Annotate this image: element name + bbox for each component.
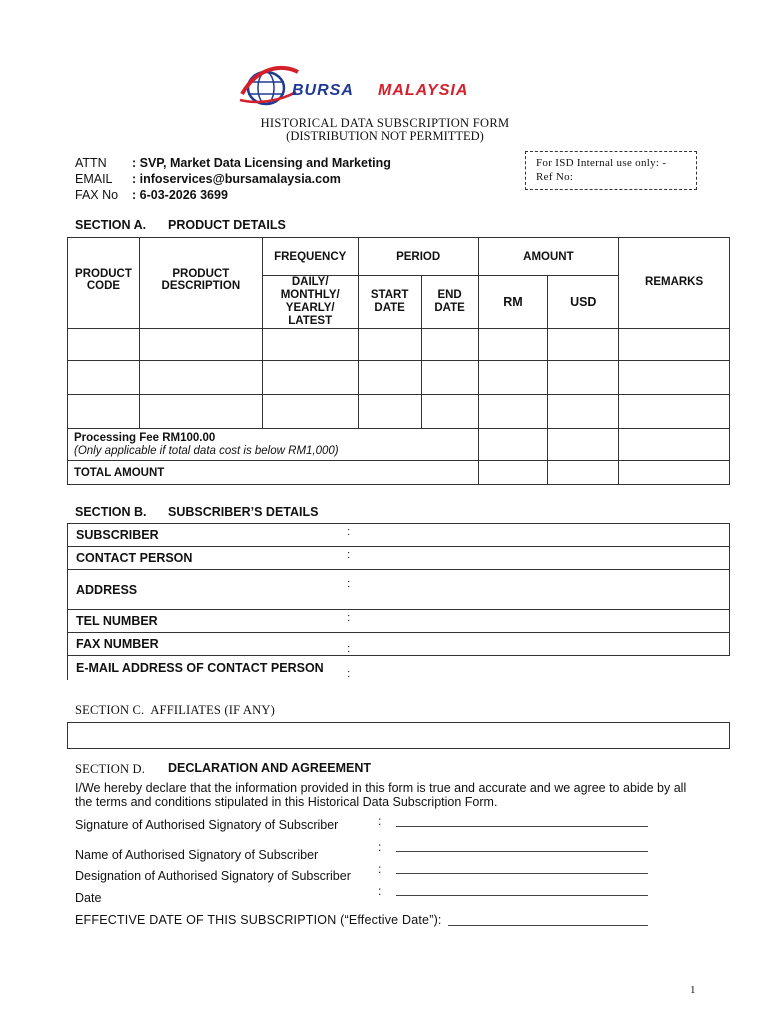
fax-label: FAX No — [75, 188, 119, 202]
cell-input[interactable] — [478, 361, 548, 395]
effective-date-label: EFFECTIVE DATE OF THIS SUBSCRIPTION (“Effective Date”): — [75, 913, 442, 927]
processing-fee-cell — [68, 429, 479, 461]
bursa-logo — [238, 64, 533, 108]
internal-use-line: For ISD Internal use only: - — [536, 157, 667, 169]
date-label: Date — [75, 891, 102, 905]
header-frequency: FREQUENCY — [262, 238, 358, 276]
header-start-date: START DATE — [358, 276, 421, 329]
subscriber-details-table — [67, 523, 730, 680]
signature-line[interactable] — [396, 826, 648, 827]
cell-input[interactable] — [262, 361, 358, 395]
attn-block — [75, 155, 391, 203]
affiliates-input-box[interactable] — [67, 722, 730, 749]
attn-label: ATTN — [75, 156, 107, 170]
total-amount-label: TOTAL AMOUNT — [68, 461, 479, 485]
signature-label: Signature of Authorised Signatory of Subscriber — [75, 818, 339, 832]
header-frequency-sub: DAILY/ MONTHLY/ YEARLY/ LATEST — [262, 276, 358, 329]
cell-input[interactable] — [139, 329, 262, 361]
processing-fee-note: (Only applicable if total data cost is below RM1,000) — [74, 444, 339, 457]
header-end-date: END DATE — [421, 276, 478, 329]
logo-word-bursa: BURSA — [292, 82, 354, 99]
product-details-table — [67, 237, 730, 485]
cell-input[interactable] — [358, 395, 421, 429]
table-row — [68, 361, 730, 395]
cell-input[interactable] — [548, 329, 619, 361]
cell-input[interactable] — [68, 361, 140, 395]
field-fax-number-label: FAX NUMBER — [68, 633, 340, 656]
cell-input[interactable] — [619, 461, 730, 485]
cell-input[interactable] — [358, 329, 421, 361]
attn-value: : SVP, Market Data Licensing and Marketing — [132, 156, 391, 170]
signature-colon: : — [378, 814, 382, 828]
table-row — [68, 329, 730, 361]
cell-input[interactable] — [68, 395, 140, 429]
section-b-title: SUBSCRIBER’S DETAILS — [168, 505, 319, 519]
cell-input[interactable] — [548, 461, 619, 485]
header-remarks: REMARKS — [619, 238, 730, 329]
header-usd: USD — [548, 276, 619, 329]
cell-input[interactable] — [68, 329, 140, 361]
cell-input[interactable] — [619, 361, 730, 395]
email-label: EMAIL — [75, 172, 113, 186]
cell-input[interactable] — [139, 361, 262, 395]
table-row — [68, 395, 730, 429]
email-value: : infoservices@bursamalaysia.com — [132, 172, 341, 186]
field-tel-number-input[interactable]: : — [339, 610, 729, 633]
field-subscriber-label: SUBSCRIBER — [68, 524, 340, 547]
cell-input[interactable] — [478, 461, 548, 485]
date-line[interactable] — [396, 895, 648, 896]
cell-input[interactable] — [421, 361, 478, 395]
page-number: 1 — [690, 984, 696, 996]
section-b-label: SECTION B. — [75, 505, 147, 519]
form-title: HISTORICAL DATA SUBSCRIPTION FORM — [260, 116, 510, 130]
globe-icon — [238, 64, 300, 108]
section-d-title: DECLARATION AND AGREEMENT — [168, 761, 372, 775]
cell-input[interactable] — [478, 395, 548, 429]
section-d-label: SECTION D. — [75, 762, 146, 776]
field-email-input[interactable]: : — [339, 656, 729, 680]
processing-fee-label: Processing Fee RM100.00 — [74, 431, 216, 444]
designation-colon: : — [378, 862, 382, 876]
logo-word-malaysia: MALAYSIA — [378, 82, 469, 99]
field-fax-number-input[interactable]: : — [339, 633, 729, 656]
effective-date-line[interactable] — [448, 925, 648, 926]
header-product-code: PRODUCT CODE — [68, 238, 140, 329]
name-line[interactable] — [396, 851, 648, 852]
internal-use-box — [525, 151, 697, 190]
form-subtitle: (DISTRIBUTION NOT PERMITTED) — [286, 129, 484, 143]
section-a-title: PRODUCT DETAILS — [168, 218, 286, 232]
header-rm: RM — [478, 276, 548, 329]
header-period: PERIOD — [358, 238, 478, 276]
field-subscriber-input[interactable]: : — [339, 524, 729, 547]
cell-input[interactable] — [478, 329, 548, 361]
field-email-label: E-MAIL ADDRESS OF CONTACT PERSON — [68, 656, 340, 680]
cell-input[interactable] — [262, 329, 358, 361]
cell-input[interactable] — [139, 395, 262, 429]
field-tel-number-label: TEL NUMBER — [68, 610, 340, 633]
date-colon: : — [378, 884, 382, 898]
field-contact-person-input[interactable]: : — [339, 547, 729, 570]
cell-input[interactable] — [619, 395, 730, 429]
cell-input[interactable] — [478, 429, 548, 461]
cell-input[interactable] — [619, 429, 730, 461]
cell-input[interactable] — [548, 429, 619, 461]
cell-input[interactable] — [548, 395, 619, 429]
cell-input[interactable] — [421, 329, 478, 361]
field-contact-person-label: CONTACT PERSON — [68, 547, 340, 570]
section-a-label: SECTION A. — [75, 218, 147, 232]
section-c-label: SECTION C. AFFILIATES (IF ANY) — [75, 703, 275, 717]
declaration-text: I/We hereby declare that the information provided in this form is true and accurate and we agree to abide by all the terms and conditions stipulated in this Historical Data Subscription Form. — [75, 781, 687, 809]
fax-value: : 6-03-2026 3699 — [132, 188, 228, 202]
cell-input[interactable] — [358, 361, 421, 395]
field-address-input[interactable]: : — [339, 570, 729, 610]
name-label: Name of Authorised Signatory of Subscriber — [75, 848, 319, 862]
name-colon: : — [378, 840, 382, 854]
designation-label: Designation of Authorised Signatory of Subscriber — [75, 869, 351, 883]
field-address-label: ADDRESS — [68, 570, 340, 610]
header-amount: AMOUNT — [478, 238, 619, 276]
designation-line[interactable] — [396, 873, 648, 874]
header-product-description: PRODUCT DESCRIPTION — [139, 238, 262, 329]
cell-input[interactable] — [548, 361, 619, 395]
cell-input[interactable] — [262, 395, 358, 429]
cell-input[interactable] — [619, 329, 730, 361]
cell-input[interactable] — [421, 395, 478, 429]
ref-no-label: Ref No: — [536, 171, 574, 183]
